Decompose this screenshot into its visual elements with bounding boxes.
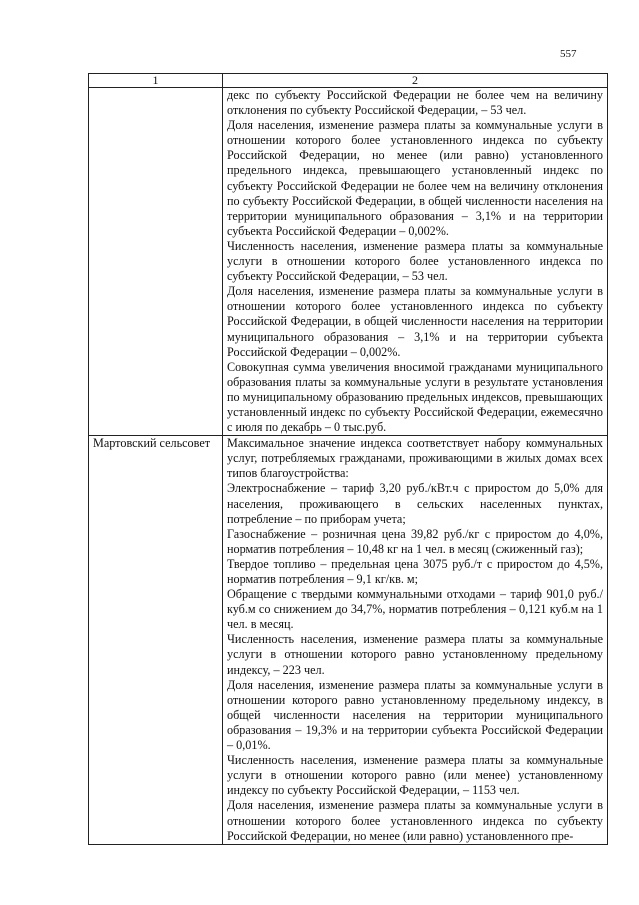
paragraph: Численность населения, изменение размера платы за коммунальные услуги в отношении которого более установленного индекса по субъекту Российской Федерации, – 53 чел. — [227, 238, 603, 284]
document-table — [88, 73, 608, 845]
region-cell — [89, 88, 223, 436]
paragraph: Твердое топливо – предельная цена 3075 руб./т с приростом до 4,5%, норматив потребления – 9,1 кг/кв. м; — [227, 556, 603, 586]
paragraph: Газоснабжение – розничная цена 39,82 руб./кг с приростом до 4,0%, норматив потребления – 10,48 кг на 1 чел. в месяц (сжиженный газ); — [227, 526, 603, 556]
column-header-2: 2 — [223, 74, 608, 88]
region-cell: Мартовский сельсовет — [89, 436, 223, 845]
paragraph: декс по субъекту Российской Федерации не более чем на величину отклонения по субъекту Российской Федерации, – 53 чел. — [227, 88, 603, 118]
table-row — [89, 88, 608, 436]
paragraph: Доля населения, изменение размера платы за коммунальные услуги в отношении которого более установленного индекса по субъекту Российской Федерации, но менее (или равно) установленного пре- — [227, 798, 603, 843]
paragraph: Обращение с твердыми коммунальными отходами – тариф 901,0 руб./куб.м со снижением до 34,7%, норматив потребления – 0,121 куб.м на 1 чел. в месяц. — [227, 587, 603, 632]
page-number: 557 — [560, 48, 577, 60]
paragraph: Совокупная сумма увеличения вносимой гражданами муниципального образования платы за коммунальные услуги в результате установления по муниципальному образованию предельных индексов, превышающих установленный индекс по субъекту Российской Федерации, ежемесячно с июля по декабрь – 0 тыс.руб. — [227, 359, 603, 435]
paragraph: Доля населения, изменение размера платы за коммунальные услуги в отношении которого более установленного индекса по субъекту Российской Федерации, но менее (или равно) установленного предельного индекса, превышающего установленный индекс по субъекту Российской Федерации не более чем на величину отклонения по субъекту Российской Федерации, в общей численности населения на территории муниципального образования – 3,1% и на территории субъекта Российской Федерации – 0,002%. — [227, 118, 603, 238]
paragraph: Электроснабжение – тариф 3,20 руб./кВт.ч с приростом до 5,0% для населения, проживающего в сельских населенных пунктах, потребление – по приборам учета; — [227, 481, 603, 526]
paragraph: Максимальное значение индекса соответствует набору коммунальных услуг, потребляемых гражданами, проживающими в жилых домах всех типов благоустройства: — [227, 436, 603, 481]
table-row — [89, 436, 608, 845]
paragraph: Доля населения, изменение размера платы за коммунальные услуги в отношении которого более установленного индекса по субъекту Российской Федерации, в общей численности населения на территории муниципального образования – 3,1% и на территории субъекта Российской Федерации – 0,002%. — [227, 284, 603, 359]
paragraph: Численность населения, изменение размера платы за коммунальные услуги в отношении которого равно (или менее) установленному индексу по субъекту Российской Федерации, – 1153 чел. — [227, 753, 603, 798]
paragraph: Доля населения, изменение размера платы за коммунальные услуги в отношении которого равно установленному предельному индексу, в общей численности населения на территории муниципального образования – 19,3% и на территории субъекта Российской Федерации – 0,01%. — [227, 677, 603, 753]
column-header-1: 1 — [89, 74, 223, 88]
description-cell — [223, 436, 608, 845]
paragraph: Численность населения, изменение размера платы за коммунальные услуги в отношении которого равно установленному предельному индексу, – 223 чел. — [227, 632, 603, 677]
table-header-row — [89, 74, 608, 88]
description-cell — [223, 88, 608, 436]
